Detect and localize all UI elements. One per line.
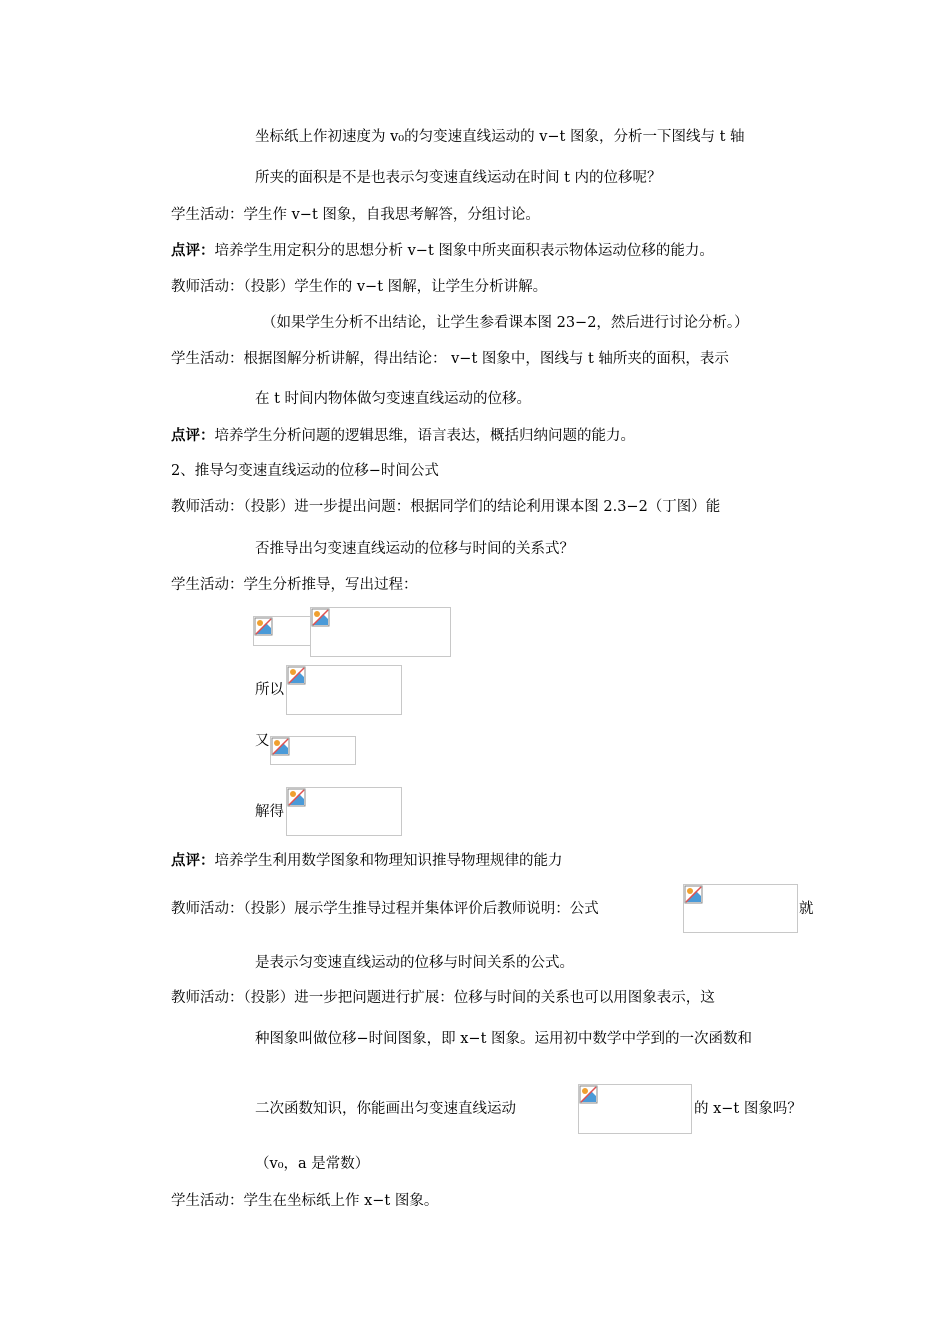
broken-image-icon (287, 788, 306, 807)
formula-image (253, 616, 311, 646)
formula-image (270, 736, 356, 765)
formula-image (578, 1084, 692, 1134)
paragraph-line: 坐标纸上作初速度为 v₀的匀变速直线运动的 v−t 图象，分析一下图线与 t 轴 (255, 129, 745, 145)
teacher-activity-line: 教师活动：（投影）展示学生推导过程并集体评价后教师说明：公式 (171, 901, 599, 917)
paragraph-line: 种图象叫做位移−时间图象，即 x−t 图象。运用初中数学中学到的一次函数和 (255, 1031, 753, 1047)
teacher-activity-line: 教师活动：（投影）进一步提出问题：根据同学们的结论利用课本图 2.3−2（丁图）能 (171, 499, 721, 515)
comment-text: 培养学生利用数学图象和物理知识推导物理规律的能力 (214, 853, 563, 869)
comment-label: 点评： (171, 243, 215, 259)
teacher-activity-line: 教师活动：（投影）学生作的 v−t 图解，让学生分析讲解。 (171, 279, 548, 295)
formula-image (286, 787, 402, 836)
paragraph-line: 在 t 时间内物体做匀变速直线运动的位移。 (255, 391, 532, 407)
paragraph-line-end: 的 x−t 图象吗？ (694, 1101, 802, 1117)
comment-text: 培养学生用定积分的思想分析 v−t 图象中所夹面积表示物体运动位移的能力。 (214, 243, 714, 259)
comment-label: 点评： (171, 853, 215, 869)
broken-image-icon (254, 617, 273, 636)
student-activity-line: 学生活动：学生作 v−t 图象，自我思考解答，分组讨论。 (171, 207, 540, 223)
formula-image (683, 884, 798, 933)
comment-line (171, 851, 563, 871)
derivation-label: 所以 (255, 682, 284, 698)
comment-text: 培养学生分析问题的逻辑思维，语言表达，概括归纳问题的能力。 (214, 428, 635, 444)
student-activity-line: 学生活动：学生在坐标纸上作 x−t 图象。 (171, 1193, 439, 1209)
derivation-label: 解得 (255, 804, 284, 820)
broken-image-icon (579, 1085, 598, 1104)
paragraph-line: 二次函数知识，你能画出匀变速直线运动 (255, 1101, 516, 1117)
teacher-activity-line: 教师活动：（投影）进一步把问题进行扩展：位移与时间的关系也可以用图象表示，这 (171, 990, 715, 1006)
paragraph-line: 所夹的面积是不是也表示匀变速直线运动在时间 t 内的位移呢？ (255, 170, 662, 186)
comment-line (171, 241, 714, 261)
broken-image-icon (684, 885, 703, 904)
student-activity-line: 学生活动：学生分析推导，写出过程： (171, 577, 418, 593)
broken-image-icon (271, 737, 290, 756)
paragraph-line: 是表示匀变速直线运动的位移与时间关系的公式。 (255, 955, 574, 971)
formula-image (286, 665, 402, 715)
comment-label: 点评： (171, 428, 215, 444)
paragraph-line-end: 就 (799, 901, 814, 917)
section-heading: 2、推导匀变速直线运动的位移−时间公式 (171, 463, 439, 479)
paragraph-line: 否推导出匀变速直线运动的位移与时间的关系式？ (255, 541, 574, 557)
student-activity-line: 学生活动：根据图解分析讲解，得出结论： v−t 图象中，图线与 t 轴所夹的面积，表示 (171, 351, 729, 367)
paragraph-line: （如果学生分析不出结论，让学生参看课本图 23−2，然后进行讨论分析。） (262, 315, 749, 331)
derivation-label: 又 (255, 733, 270, 749)
formula-image (310, 607, 451, 657)
broken-image-icon (311, 608, 330, 627)
comment-line (171, 426, 635, 446)
broken-image-icon (287, 666, 306, 685)
paragraph-line: （v₀，a 是常数） (255, 1156, 370, 1172)
